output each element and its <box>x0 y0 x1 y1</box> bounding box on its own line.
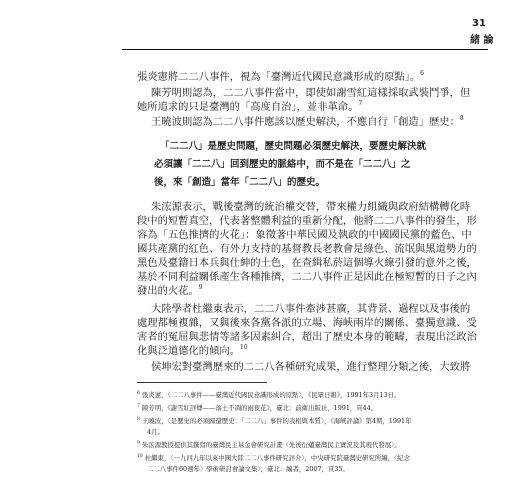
body-line <box>137 100 467 114</box>
body-line: 侯坤宏對臺灣歷來的二二八各種研究成果，進行整理分類之後，大致將 <box>151 361 471 373</box>
footnote-ref: 7 <box>358 100 363 107</box>
block-quote-line: 必須讓「二二八」回到歷史的脈絡中，而不是在「二二八」之 <box>154 159 411 170</box>
footnote <box>137 390 477 401</box>
footnote-continuation: 4月。 <box>147 428 164 436</box>
footnote-ref: 8 <box>459 115 464 122</box>
body-line: 基於不同利益關係產生各種推擠，二二八事件正是因此在極短暫的日子之內 <box>137 271 477 283</box>
body-text: 王曉波則認為二二八事件應該以歷史解決，不應自行「創造」歷史： <box>151 116 460 128</box>
footnote-number: 10 <box>137 454 143 459</box>
body-line <box>151 86 481 100</box>
body-line <box>151 115 481 129</box>
body-text: 她所追求的只是臺灣的「高度自治」，並非革命。 <box>137 101 359 113</box>
body-line <box>137 284 467 298</box>
footnote-text: 陳芳明，《謝雪紅評傳——落土不凋的雨夜花》，臺北：前衛出版社，1991，頁44。 <box>141 404 378 412</box>
block-quote-line: 後，來「創造」當年「二二八」的歷史。 <box>154 177 326 188</box>
footnote-text: 張炎憲，〈二二八事件——臺灣近代國民意識形成的原點〉，《民眾日報》，1991年3月13日。 <box>141 391 401 399</box>
footnote-number: 7 <box>137 404 140 409</box>
body-text: 化與泛道德化的傾向。 <box>137 345 240 357</box>
footnote-ref: 9 <box>198 284 203 291</box>
footnote-text: 杜繼東，〈一九四九年以來中國大陸二二八事件研究評介〉，中央研究院臺灣史研究所編，〈紀念 <box>144 454 410 462</box>
body-line: 朱浤源表示，戰後臺灣的統治權交替，帶來權力組織與政府結構轉化時 <box>151 201 471 213</box>
body-line: 害者的冤屈與悲情等諸多因素糾合，超出了歷史本身的範疇，表現出泛政治 <box>137 331 477 343</box>
body-line: 段中的短暫真空，代表著整體利益的重新分配，他將二二八事件的發生，形 <box>137 215 477 227</box>
footnote-ref: 6 <box>420 70 424 77</box>
running-head-chapter-title: 緒 論 <box>470 35 494 46</box>
body-text: 張炎憲將二二八事件，視為「臺灣近代國民意識形成的原點」。 <box>137 71 421 83</box>
footnote <box>137 416 477 427</box>
footnote-number: 9 <box>137 441 140 446</box>
footnote-number: 8 <box>137 417 140 422</box>
footnote <box>137 440 477 451</box>
footnote-ref: 10 <box>239 344 248 351</box>
body-line: 大陸學者杜繼東表示，二二八事件牽涉甚廣，其背景、過程以及事後的 <box>151 303 471 315</box>
body-text: 發出的火花。 <box>137 285 199 297</box>
body-line <box>137 70 467 84</box>
footnote-number: 6 <box>137 391 140 396</box>
body-line: 容為「五色推擠的火花」：象徵著中華民國及執政的中國國民黨的藍色、中 <box>137 229 472 241</box>
body-line: 黑色及臺籍日本兵與仕紳的土色，在查緝私菸這個導火線引發的意外之後， <box>137 257 477 269</box>
footnote-rule <box>137 382 267 383</box>
block-quote-line: 「二二八」是歷史問題，歷史問題必須歷史解決，要歷史解決就 <box>160 141 427 152</box>
body-line: 國共產黨的紅色、有外力支持的基督教長老教會是綠色、流氓與黑道勢力的 <box>137 243 477 255</box>
footnote-text: 王曉波，〈是歷史的必須歸還歷史：「二二八」事件的表相與本質〉，《海峽評論》第4期，1991年 <box>141 417 412 425</box>
footnote <box>137 453 477 464</box>
body-line: 處理都極複雜，又與後來各黨各派的立場、海峽兩岸的關係、臺獨意識、受 <box>137 317 477 329</box>
body-line <box>137 344 467 358</box>
footnote-text: 朱浤源教授提供其撰寫的臺灣民主基金會研究計畫〈先後衍蘊臺灣民主實況及其現代發展〉。 <box>141 441 401 449</box>
footnote-continuation: 二二八事件60週年〉學術研討會論文集〉，臺北：編者，2007，頁35。 <box>147 465 349 473</box>
page-number: 31 <box>472 18 486 29</box>
footnote <box>137 403 477 414</box>
body-text: 陳芳明則認為，二二八事件當中，即使如謝雪紅這樣採取武裝鬥爭，但 <box>151 87 471 99</box>
header-rule <box>122 49 488 50</box>
